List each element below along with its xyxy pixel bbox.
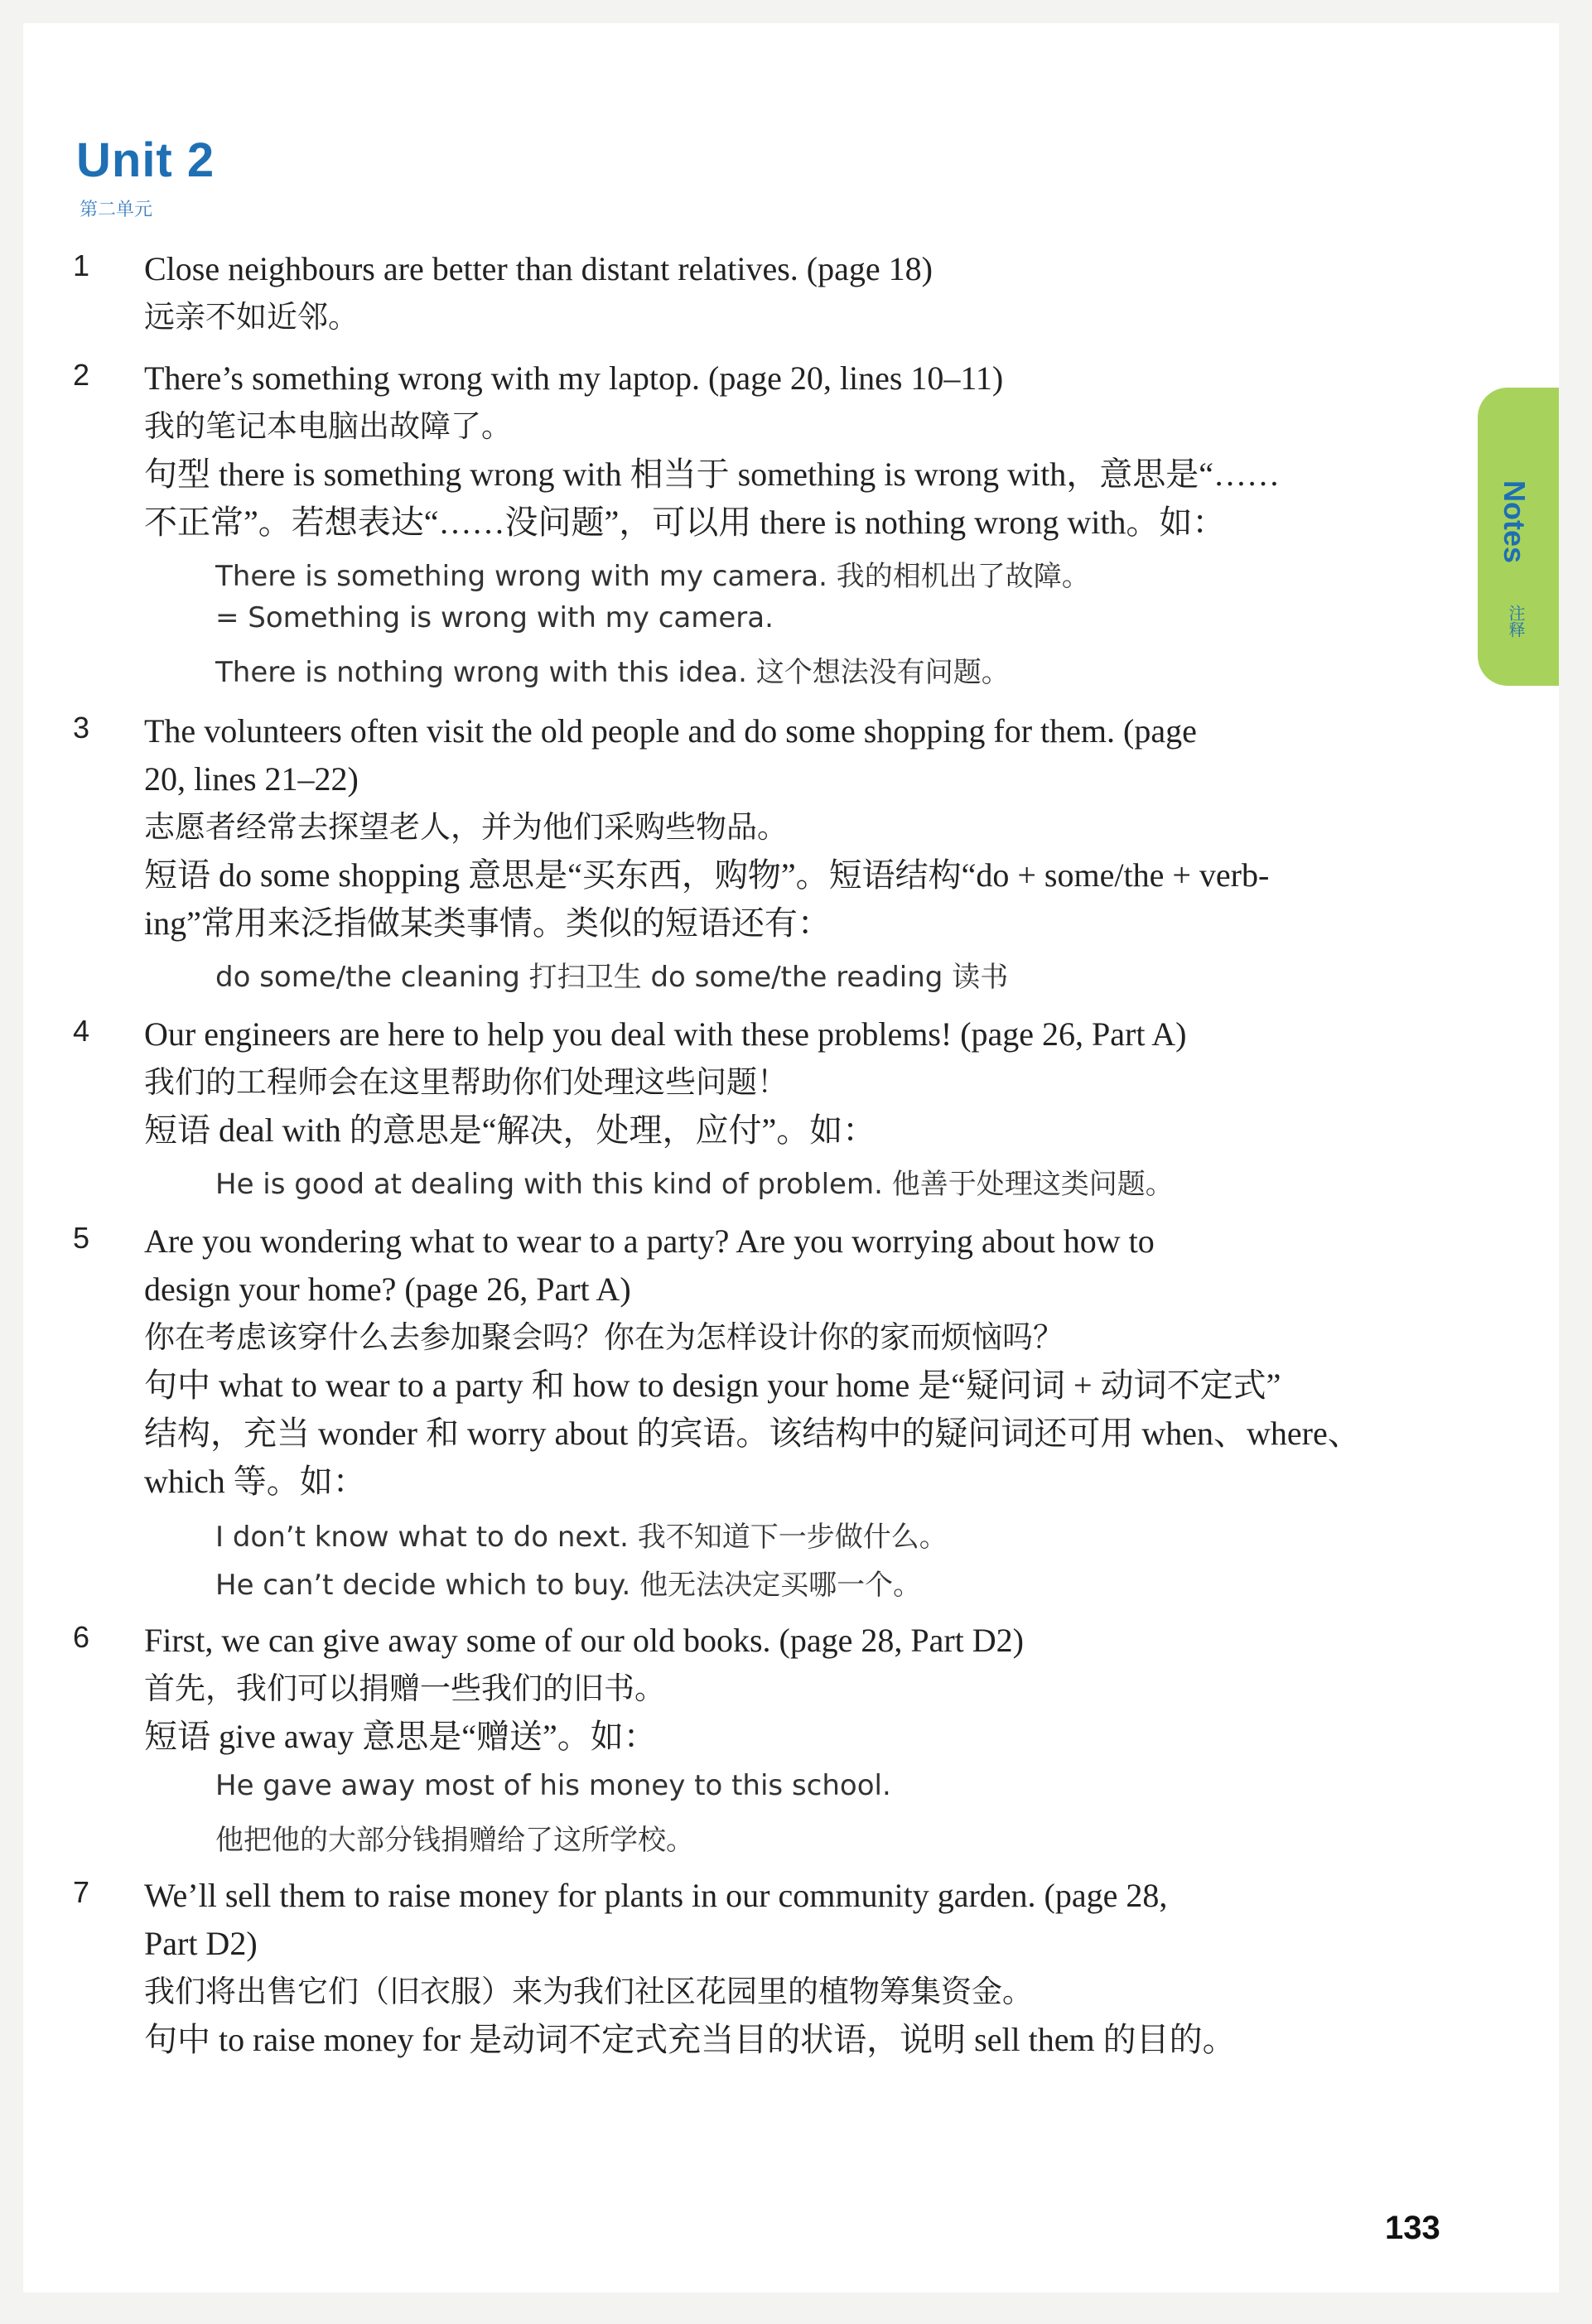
note-line: First, we can give away some of our old books. (page 28, Part D2) — [144, 1622, 1024, 1659]
example-line: I don’t know what to do next. 我不知道下一步做什么。 — [215, 1521, 948, 1554]
note-line: Part D2) — [144, 1925, 258, 1962]
note-line: The volunteers often visit the old people and do some shopping for them. (page — [144, 712, 1197, 750]
note-line: 短语 deal with 的意思是“解决，处理，应付”。如： — [144, 1111, 876, 1149]
unit-title: Unit 2 — [76, 133, 215, 187]
notes-tab-label: Notes — [1498, 480, 1532, 564]
note-line: ing”常用来泛指做某类事情。类似的短语还有： — [144, 904, 831, 942]
example-line: There is nothing wrong with this idea. 这个想法没有问题。 — [215, 656, 1010, 689]
example-line: He can’t decide which to buy. 他无法决定买哪一个。 — [215, 1569, 922, 1602]
note-line: We’ll sell them to raise money for plants in our community garden. (page 28, — [144, 1877, 1168, 1914]
note-line: 志愿者经常去探望老人，并为他们采购些物品。 — [144, 809, 788, 845]
example-line: = Something is wrong with my camera. — [215, 601, 774, 634]
note-line: Are you wondering what to wear to a party? Are you worrying about how to — [144, 1222, 1155, 1260]
note-number: 6 — [73, 1620, 90, 1654]
note-line: 短语 give away 意思是“赠送”。如： — [144, 1718, 657, 1755]
example-line: He is good at dealing with this kind of problem. 他善于处理这类问题。 — [215, 1168, 1174, 1201]
example-line: He gave away most of his money to this school. — [215, 1769, 891, 1802]
note-line: 短语 do some shopping 意思是“买东西，购物”。短语结构“do + some/the + verb- — [144, 856, 1270, 894]
note-number: 5 — [73, 1221, 90, 1255]
note-line: 首先，我们可以捐赠一些我们的旧书。 — [144, 1671, 665, 1706]
note-line: 不正常”。若想表达“……没问题”，可以用 there is nothing wrong with。如： — [144, 504, 1226, 541]
note-line: 句中 to raise money for 是动词不定式充当目的状语，说明 sell them 的目的。 — [144, 2021, 1236, 2058]
note-line: 句型 there is something wrong with 相当于 something is wrong with，意思是“…… — [144, 456, 1281, 493]
note-line: Close neighbours are better than distant relatives. (page 18) — [144, 250, 933, 287]
note-line: 20, lines 21–22) — [144, 760, 359, 798]
note-line: 句中 what to wear to a party 和 how to design your home 是“疑问词 + 动词不定式” — [144, 1367, 1281, 1404]
note-number: 7 — [73, 1875, 90, 1909]
note-line: 我们的工程师会在这里帮助你们处理这些问题！ — [144, 1064, 788, 1100]
note-line: 结构，充当 wonder 和 worry about 的宾语。该结构中的疑问词还可用 when、where、 — [144, 1415, 1361, 1452]
note-number: 1 — [73, 248, 90, 282]
note-line: Our engineers are here to help you deal with these problems! (page 26, Part A) — [144, 1015, 1187, 1053]
example-line: There is something wrong with my camera. 我的相机出了故障。 — [215, 560, 1090, 593]
unit-subtitle: 第二单元 — [80, 200, 153, 220]
note-number: 3 — [73, 711, 90, 745]
notes-tab-sublabel: 注释 — [1506, 605, 1526, 638]
note-number: 4 — [73, 1014, 90, 1048]
example-line: do some/the cleaning 打扫卫生 do some/the reading 读书 — [215, 961, 1009, 994]
note-line: 我们将出售它们（旧衣服）来为我们社区花园里的植物筹集资金。 — [144, 1974, 1033, 2009]
note-number: 2 — [73, 358, 90, 392]
example-line: 他把他的大部分钱捐赠给了这所学校。 — [215, 1824, 694, 1857]
note-line: design your home? (page 26, Part A) — [144, 1270, 631, 1308]
note-line: 你在考虑该穿什么去参加聚会吗？你在为怎样设计你的家而烦恼吗？ — [144, 1319, 1064, 1355]
note-line: 远亲不如近邻。 — [144, 299, 359, 335]
page-number: 133 — [1385, 2210, 1440, 2246]
note-line: 我的笔记本电脑出故障了。 — [144, 408, 512, 444]
note-line: which 等。如： — [144, 1463, 366, 1500]
note-line: There’s something wrong with my laptop. (page 20, lines 10–11) — [144, 359, 1004, 397]
